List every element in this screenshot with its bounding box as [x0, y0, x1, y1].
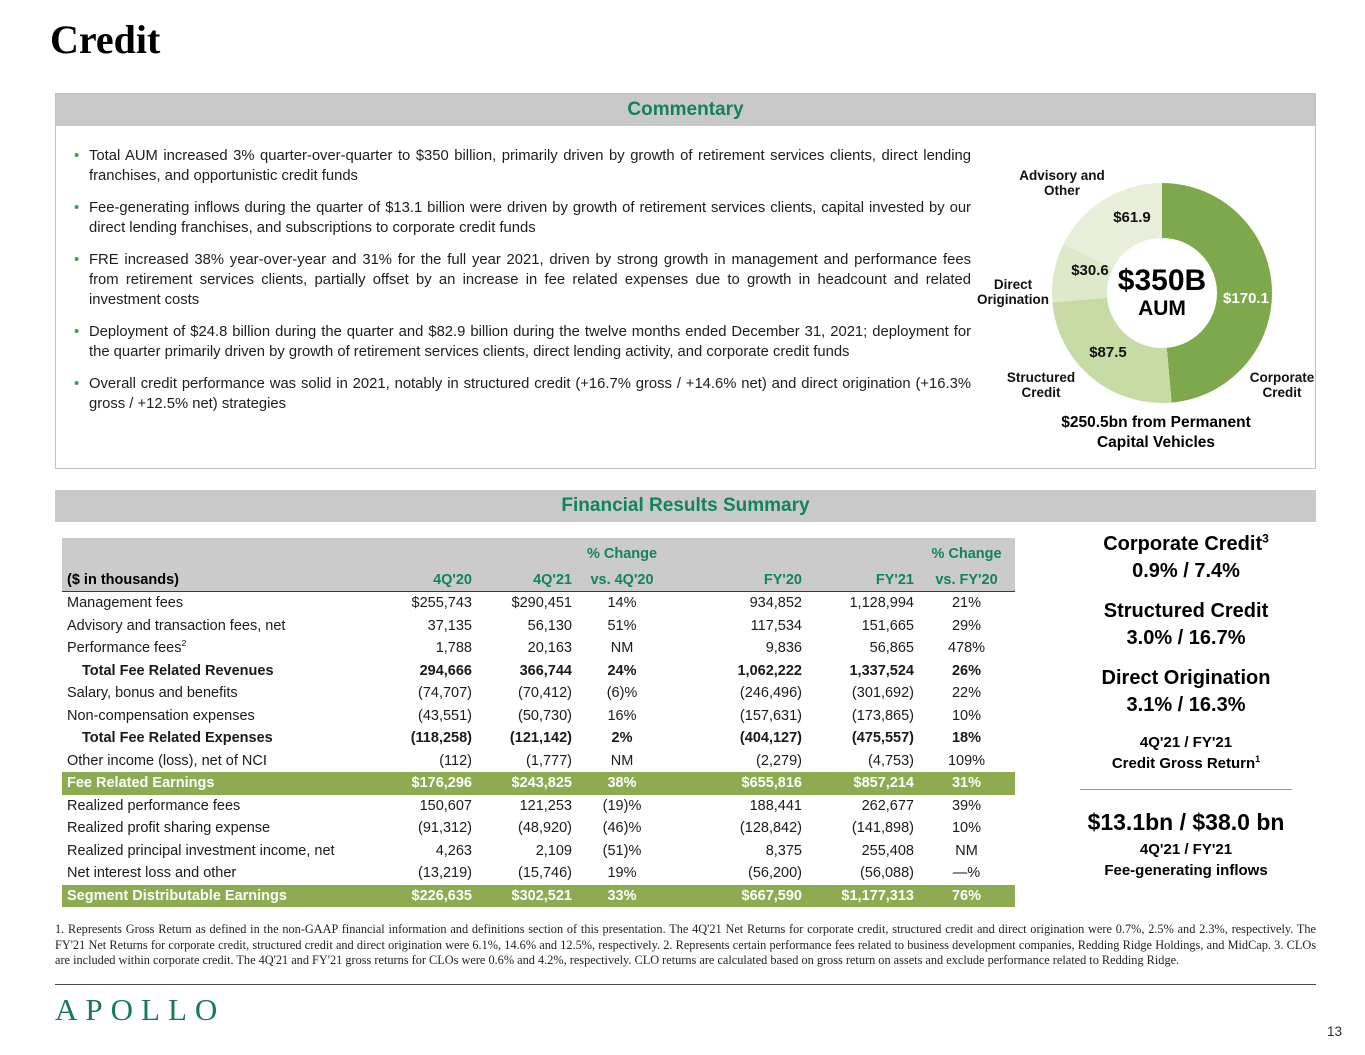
aum-total-label: AUM [1138, 297, 1186, 320]
table-row [62, 592, 1015, 615]
cell-value: $226,635 [380, 885, 476, 908]
cell-value: 33% [576, 885, 668, 908]
cell-value: 10% [951, 707, 982, 724]
column-header-vs-4q20: vs. 4Q'20 [576, 562, 668, 592]
segment-value-structured-credit: $87.5 [1089, 344, 1127, 361]
cell-value: (121,142) [509, 730, 572, 747]
cell-value: (6)% [606, 685, 638, 702]
table-row [62, 885, 1015, 908]
segment-value-corporate-credit: $170.1 [1223, 290, 1269, 307]
cell-value: 1,788 [435, 640, 472, 657]
commentary-section-header: Commentary [56, 94, 1315, 126]
table-header [62, 538, 1015, 592]
cell-value: 255,408 [861, 842, 914, 859]
cell-value: 1,128,994 [849, 595, 914, 612]
cell-value: (475,557) [851, 730, 914, 747]
column-header-vs-fy20: vs. FY'20 [918, 562, 1015, 592]
column-header-pct-change-q: % Change [576, 538, 668, 562]
commentary-bullet: • Overall credit performance was solid in 2021, notably in structured credit (+16.7% gross / +14.6% net) and direct origination (+16.3% gross / +12.5% net) strategies [66, 374, 971, 414]
cell-value: (51)% [602, 842, 642, 859]
row-label: Advisory and transaction fees, net [67, 617, 286, 634]
cell-value: (50,730) [517, 707, 572, 724]
credit-returns-panel [1040, 531, 1332, 881]
cell-value: 9,836 [765, 640, 802, 657]
segment-value-advisory-and-other: $61.9 [1113, 209, 1151, 226]
cell-value: 188,441 [749, 797, 802, 814]
cell-value: $655,816 [668, 772, 806, 795]
segment-label-direct-origination: Direct Origination [977, 277, 1049, 307]
cell-value: 2% [611, 730, 633, 747]
panel-divider [1080, 789, 1292, 790]
table-row [62, 615, 1015, 638]
gross-return-caption-period: 4Q'21 / FY'21 [1139, 734, 1233, 751]
row-label: Total Fee Related Expenses [82, 730, 273, 747]
cell-value: 20,163 [527, 640, 572, 657]
row-label: Segment Distributable Earnings [62, 885, 380, 908]
cell-value: $176,296 [380, 772, 476, 795]
cell-value: $857,214 [806, 772, 918, 795]
table-row [62, 862, 1015, 885]
table-row [62, 637, 1015, 660]
cell-value: 151,665 [861, 617, 914, 634]
cell-value: (70,412) [517, 685, 572, 702]
cell-value: 37,135 [427, 617, 472, 634]
cell-value: 56,865 [869, 640, 914, 657]
cell-value: 117,534 [750, 617, 802, 634]
row-label: Fee Related Earnings [62, 772, 380, 795]
cell-value: (112) [439, 752, 472, 769]
structured-credit-return-value: 3.0% / 16.7% [1126, 627, 1246, 649]
row-label: Performance fees$^2$ [67, 638, 187, 657]
cell-value: (48,920) [517, 820, 572, 837]
cell-value: 18% [951, 730, 982, 747]
commentary-bullet: • FRE increased 38% year-over-year and 31% for the full year 2021, driven by strong growth in management and performance fees from retirement services clients, partially offset by an increase in fee related expenses due to growth in headcount and related investment costs [66, 250, 971, 310]
cell-value: 2,109 [535, 842, 572, 859]
commentary-bullet: • Deployment of $24.8 billion during the quarter and $82.9 billion during the twelve months ended December 31, 2021; deployment for the quarter primarily driven by growth of retirement services clients, direct lending activity, and corporate credit funds [66, 322, 971, 362]
cell-value: 262,677 [861, 797, 914, 814]
cell-value: $290,451 [511, 595, 572, 612]
column-header-pct-change-fy: % Change [918, 538, 1015, 562]
commentary-bullet-list [66, 146, 971, 426]
cell-value: NM [610, 640, 634, 657]
cell-value: 38% [576, 772, 668, 795]
footer-rule [55, 984, 1316, 985]
donut-center [1107, 238, 1217, 348]
inflows-caption-label: Fee-generating inflows [1104, 862, 1268, 879]
column-header-fy21: FY'21 [806, 562, 918, 592]
financial-results-table [62, 538, 1015, 907]
cell-value: $667,590 [668, 885, 806, 908]
cell-value: 22% [951, 685, 982, 702]
cell-value: 10% [951, 820, 982, 837]
cell-value: NM [955, 842, 978, 859]
column-header-4q21: 4Q'21 [476, 562, 576, 592]
cell-value: 19% [607, 865, 637, 882]
footnotes: 1. Represents Gross Return as defined in the non-GAAP financial information and definitions section of this presentation. The 4Q'21 Net Returns for corporate credit, structured credit and direct origination were 0.7%, 2.5% and 2.3%, respectively. The FY'21 Net Returns for corporate credit, structured credit and direct origination were 6.1%, 14.6% and 12.5%, respectively. 2. Represents certain performance fees related to business development companies, Redding Ridge Holdings, and MidCap. 3. CLOs are included within corporate credit. The 4Q'21 and FY'21 gross returns for CLOs were 0.6% and 4.2%, respectively. CLO returns are calculated based on gross return on assets and exclude performance related to Redding Ridge. [55, 922, 1316, 967]
cell-value: $255,743 [411, 595, 472, 612]
cell-value: (2,279) [756, 752, 802, 769]
cell-value: 24% [607, 662, 637, 679]
commentary-section [55, 93, 1316, 469]
row-label: Net interest loss and other [67, 865, 237, 882]
cell-value: 29% [951, 617, 982, 634]
aum-donut-chart [967, 126, 1317, 469]
cell-value: NM [610, 752, 634, 769]
cell-value: (404,127) [739, 730, 802, 747]
cell-value: (74,707) [417, 685, 472, 702]
cell-value: (301,692) [851, 685, 914, 702]
cell-value: 21% [951, 595, 982, 612]
apollo-logo: APOLLO [55, 992, 226, 1027]
cell-value: (46)% [602, 820, 642, 837]
cell-value: 76% [918, 885, 1015, 908]
segment-label-advisory-and-other: Advisory and Other [1019, 168, 1105, 198]
cell-value: (4,753) [868, 752, 914, 769]
cell-value: (173,865) [851, 707, 914, 724]
column-header-fy20: FY'20 [668, 562, 806, 592]
cell-value: (19)% [602, 797, 642, 814]
cell-value: (128,842) [739, 820, 802, 837]
fee-generating-inflows-value: $13.1bn / $38.0 bn [1087, 809, 1285, 835]
cell-value: (157,631) [739, 707, 802, 724]
cell-value: (118,258) [410, 730, 472, 747]
segment-label-corporate-credit: Corporate Credit [1249, 370, 1315, 400]
cell-value: 31% [918, 772, 1015, 795]
cell-value: 26% [951, 662, 982, 679]
page-number: 13 [1327, 1024, 1343, 1039]
row-label: Realized principal investment income, net [67, 842, 335, 859]
financial-results-header: Financial Results Summary [55, 490, 1316, 522]
cell-value: (1,777) [526, 752, 572, 769]
cell-value: (43,551) [417, 707, 472, 724]
table-row [62, 682, 1015, 705]
cell-value: (56,088) [859, 865, 914, 882]
cell-value: (91,312) [417, 820, 472, 837]
cell-value: 8,375 [765, 842, 802, 859]
footnote-ref-3: 3 [1262, 531, 1269, 546]
structured-credit-return-title: Structured Credit [1103, 600, 1269, 622]
column-header-units: ($ in thousands) [62, 562, 380, 592]
cell-value: 1,337,524 [849, 662, 914, 679]
cell-value: 121,253 [519, 797, 572, 814]
page-title: Credit [50, 17, 161, 62]
cell-value: 16% [607, 707, 637, 724]
direct-origination-return-value: 3.1% / 16.3% [1126, 694, 1246, 716]
table-row [62, 817, 1015, 840]
column-header-4q20: 4Q'20 [380, 562, 476, 592]
aum-total-value: $350B [1117, 264, 1207, 297]
cell-value: 14% [607, 595, 637, 612]
cell-value: 4,263 [435, 842, 472, 859]
table-row [62, 660, 1015, 683]
cell-value: —% [952, 865, 981, 882]
commentary-bullet: • Total AUM increased 3% quarter-over-quarter to $350 billion, primarily driven by growth of retirement services clients, direct lending franchises, and opportunistic credit funds [66, 146, 971, 186]
table-row [62, 795, 1015, 818]
segment-value-direct-origination: $30.6 [1071, 262, 1109, 279]
commentary-bullet: • Fee-generating inflows during the quarter of $13.1 billion were driven by growth of retirement services clients, capital invested by our direct lending franchises, and subscriptions to corporate credit funds [66, 198, 971, 238]
row-label: Other income (loss), net of NCI [67, 752, 267, 769]
table-row [62, 727, 1015, 750]
table-row [62, 705, 1015, 728]
cell-value: 478% [947, 640, 986, 657]
row-label: Realized performance fees [67, 797, 241, 814]
cell-value: 294,666 [419, 662, 472, 679]
footnote-ref-1: 1 [1255, 754, 1261, 764]
cell-value: 150,607 [419, 797, 472, 814]
corporate-credit-return-value: 0.9% / 7.4% [1132, 560, 1240, 582]
row-label: Salary, bonus and benefits [67, 685, 238, 702]
cell-value: (13,219) [417, 865, 472, 882]
cell-value: 51% [607, 617, 637, 634]
row-label: Management fees [67, 595, 184, 612]
cell-value: 1,062,222 [737, 662, 802, 679]
cell-value: $1,177,313 [806, 885, 918, 908]
table-row [62, 840, 1015, 863]
cell-value: 366,744 [519, 662, 572, 679]
cell-value: (56,200) [747, 865, 802, 882]
cell-value: $302,521 [476, 885, 576, 908]
table-row [62, 750, 1015, 773]
inflows-caption-period: 4Q'21 / FY'21 [1139, 841, 1233, 858]
gross-return-caption-label: Credit Gross Return$^1$ [1111, 754, 1261, 772]
row-label: Total Fee Related Revenues [82, 662, 274, 679]
cell-value: 109% [947, 752, 986, 769]
table-row [62, 772, 1015, 795]
cell-value: 934,852 [749, 595, 802, 612]
cell-value: (246,496) [739, 685, 802, 702]
cell-value: (15,746) [517, 865, 572, 882]
corporate-credit-return-title: Corporate Credit$^3$ [1103, 531, 1269, 555]
cell-value: (141,898) [851, 820, 914, 837]
cell-value: 39% [951, 797, 982, 814]
segment-label-structured-credit: Structured Credit [1006, 370, 1076, 400]
direct-origination-return-title: Direct Origination [1101, 667, 1271, 689]
row-label: Non-compensation expenses [67, 707, 255, 724]
cell-value: $243,825 [476, 772, 576, 795]
row-label: Realized profit sharing expense [67, 820, 271, 837]
cell-value: 56,130 [527, 617, 572, 634]
permanent-capital-caption: $250.5bn from Permanent Capital Vehicles [1061, 414, 1251, 451]
